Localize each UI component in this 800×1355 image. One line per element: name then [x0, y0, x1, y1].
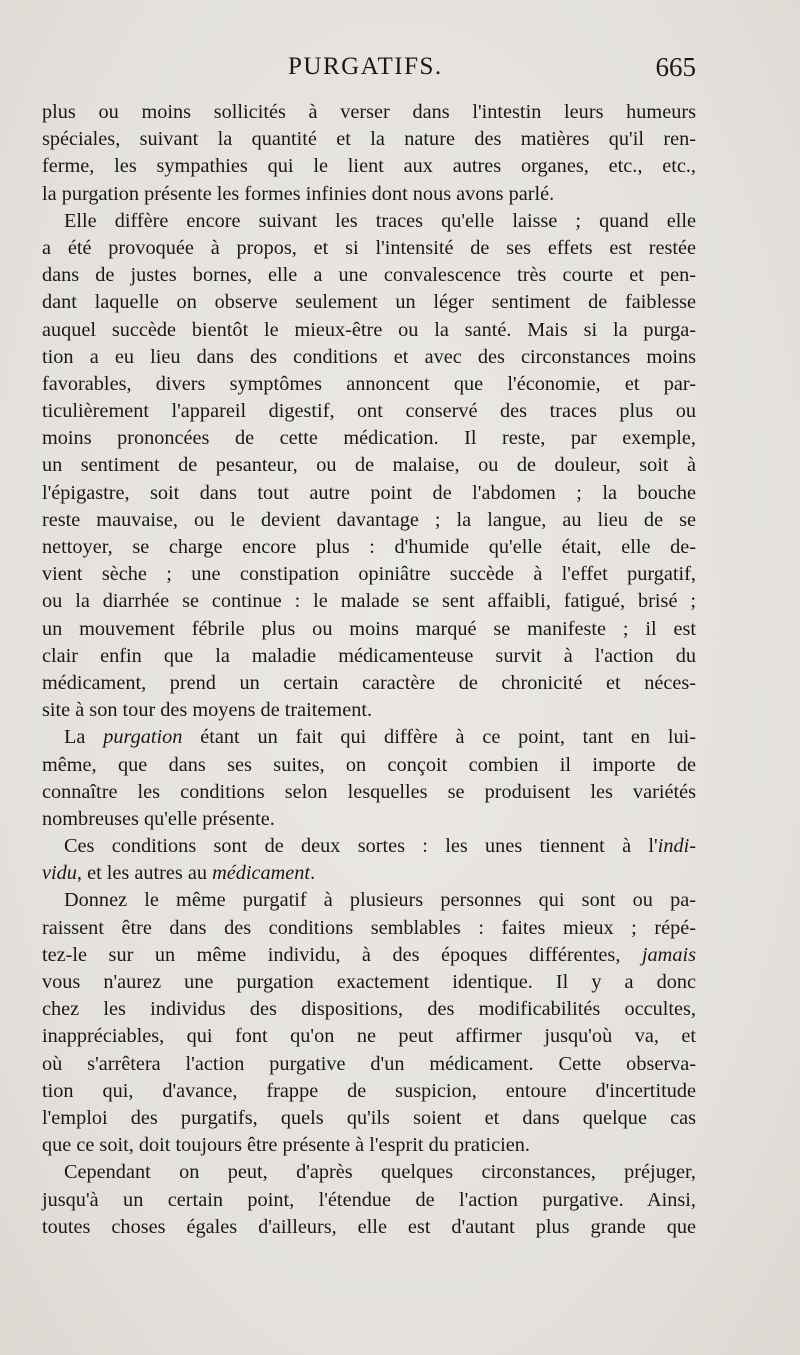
- text-line: reste mauvaise, ou le devient davantage ; la langue, au lieu de se: [42, 508, 696, 531]
- text-line: raissent être dans des conditions semblables : faites mieux ; répé-: [42, 916, 696, 939]
- text-line: vidu, et les autres au médicament.: [42, 862, 316, 885]
- text-line: dant laquelle on observe seulement un léger sentiment de faiblesse: [42, 291, 696, 314]
- text-line: chez les individus des dispositions, des modificabilités occultes,: [42, 998, 696, 1021]
- body-text: [42, 99, 696, 1241]
- text-line: favorables, divers symptômes annoncent que l'économie, et par-: [42, 372, 696, 395]
- text-line: même, que dans ses suites, on conçoit combien il importe de: [42, 753, 696, 776]
- text-line: ou la diarrhée se continue : le malade se sent affaibli, fatigué, brisé ;: [42, 590, 696, 613]
- text-line: moins prononcées de cette médication. Il reste, par exemple,: [42, 427, 696, 450]
- text-line: Donnez le même purgatif à plusieurs personnes qui sont ou pa-: [64, 889, 696, 912]
- text-line: Elle diffère encore suivant les traces qu'elle laisse ; quand elle: [64, 209, 696, 232]
- text-line: dans de justes bornes, elle a une convalescence très courte et pen-: [42, 264, 696, 287]
- text-line: que ce soit, doit toujours être présente à l'esprit du praticien.: [42, 1134, 530, 1157]
- text-line: vous n'aurez une purgation exactement identique. Il y a donc: [42, 971, 696, 993]
- text-line: plus ou moins sollicités à verser dans l'intestin leurs humeurs: [42, 101, 696, 123]
- text-line: ferme, les sympathies qui le lient aux autres organes, etc., etc.,: [42, 155, 696, 178]
- text-line: où s'arrêtera l'action purgative d'un médicament. Cette observa-: [42, 1052, 696, 1075]
- text-line: inappréciables, qui font qu'on ne peut affirmer jusqu'où va, et: [42, 1025, 696, 1048]
- text-line: médicament, prend un certain caractère de chronicité et néces-: [42, 671, 696, 694]
- text-line: nettoyer, se charge encore plus : d'humide qu'elle était, elle de-: [42, 536, 696, 558]
- page-number: 665: [655, 52, 696, 82]
- text-line: a été provoquée à propos, et si l'intensité de ses effets est restée: [42, 236, 696, 259]
- text-line: tion a eu lieu dans des conditions et avec des circonstances moins: [42, 345, 696, 368]
- text-line: l'épigastre, soit dans tout autre point de l'abdomen ; la bouche: [42, 481, 696, 504]
- text-line: nombreuses qu'elle présente.: [42, 807, 275, 830]
- text-line: La purgation étant un fait qui diffère à ce point, tant en lui-: [64, 726, 696, 749]
- text-line: auquel succède bientôt le mieux-être ou la santé. Mais si la purga-: [42, 318, 696, 341]
- text-line: ticulièrement l'appareil digestif, ont conservé des traces plus ou: [42, 400, 696, 423]
- text-line: un mouvement fébrile plus ou moins marqué se manifeste ; il est: [42, 617, 696, 640]
- text-line: jusqu'à un certain point, l'étendue de l'action purgative. Ainsi,: [42, 1188, 696, 1211]
- text-line: spéciales, suivant la quantité et la nature des matières qu'il ren-: [42, 128, 696, 151]
- text-line: toutes choses égales d'ailleurs, elle est d'autant plus grande que: [42, 1215, 696, 1238]
- text-line: tion qui, d'avance, frappe de suspicion, entoure d'incertitude: [42, 1079, 696, 1102]
- text-line: site à son tour des moyens de traitement.: [42, 699, 373, 722]
- text-line: la purgation présente les formes infinies dont nous avons parlé.: [42, 182, 555, 205]
- text-line: Ces conditions sont de deux sortes : les unes tiennent à l'indi-: [64, 835, 696, 858]
- running-title: PURGATIFS.: [288, 53, 443, 80]
- running-header: [42, 50, 696, 84]
- text-line: l'emploi des purgatifs, quels qu'ils soient et dans quelque cas: [42, 1106, 696, 1129]
- text-line: un sentiment de pesanteur, ou de malaise, ou de douleur, soit à: [42, 454, 696, 477]
- text-line: vient sèche ; une constipation opiniâtre succède à l'effet purgatif,: [42, 563, 696, 586]
- text-line: clair enfin que la maladie médicamenteuse survit à l'action du: [42, 644, 696, 667]
- text-line: connaître les conditions selon lesquelles se produisent les variétés: [42, 780, 696, 803]
- text-line: Cependant on peut, d'après quelques circonstances, préjuger,: [64, 1161, 696, 1184]
- text-line: tez-le sur un même individu, à des époques différentes, jamais: [42, 943, 696, 966]
